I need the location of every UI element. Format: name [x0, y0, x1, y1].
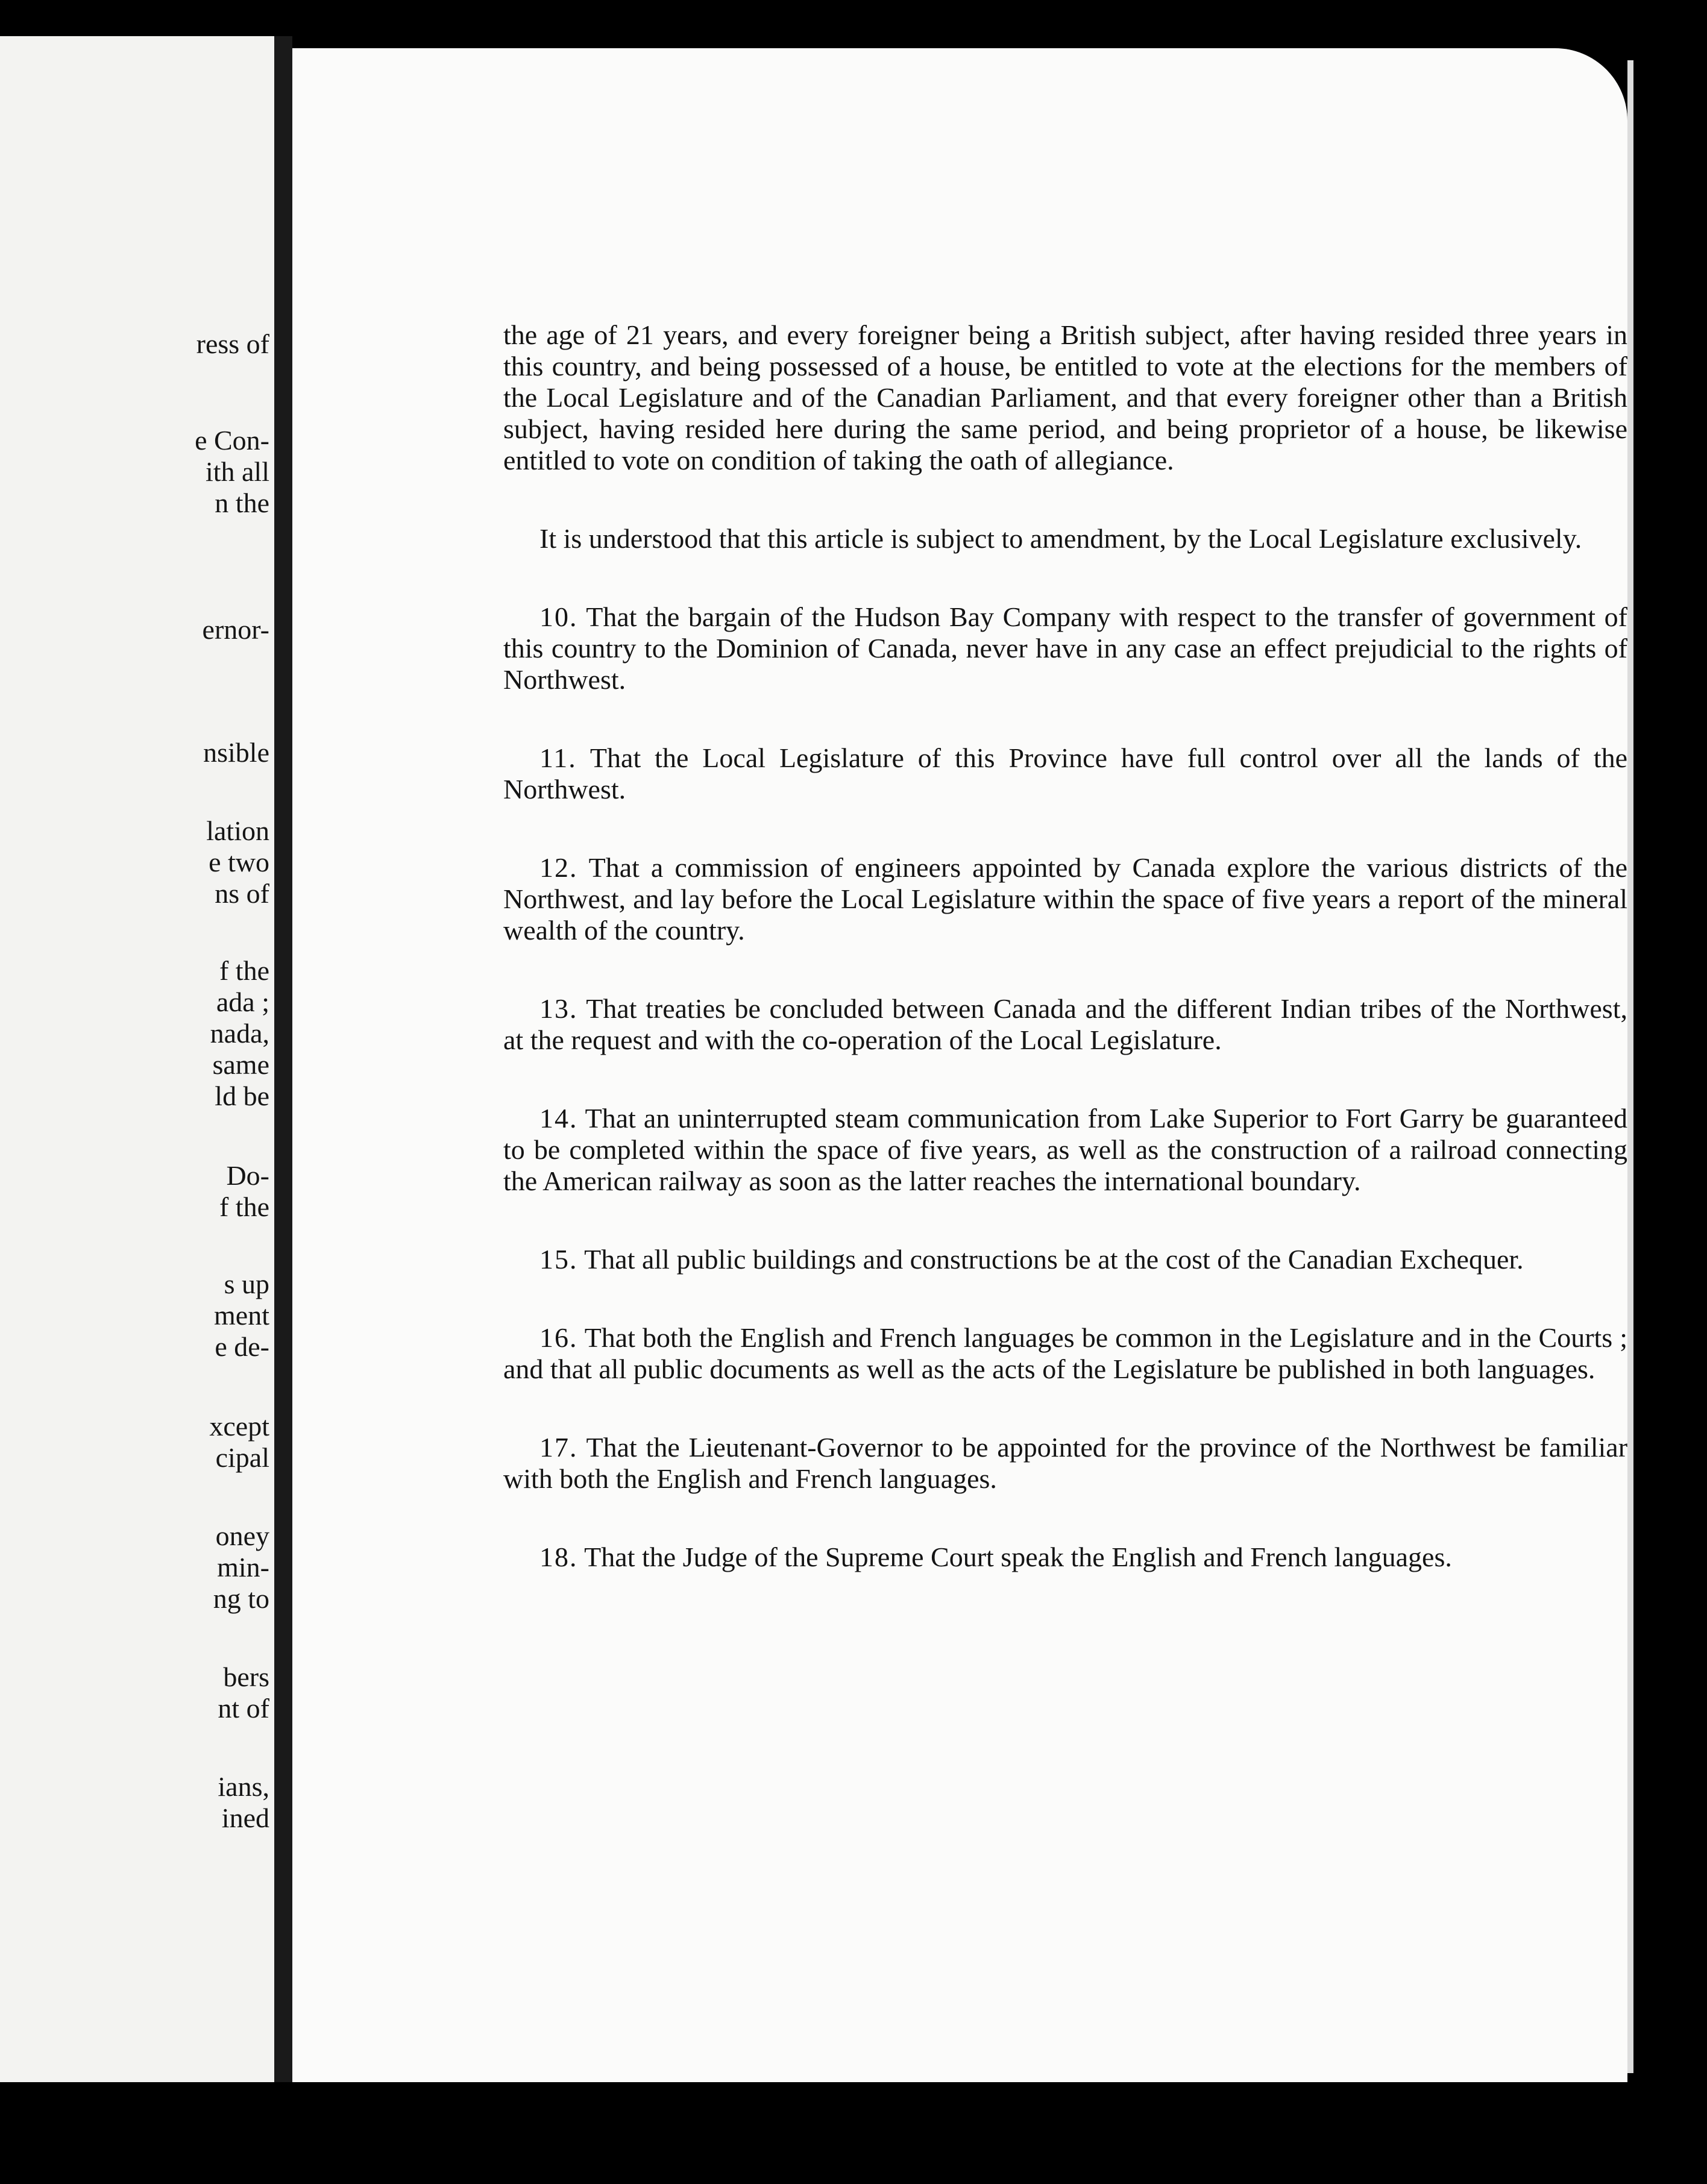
left-page-line-fragment: ined [221, 1803, 269, 1833]
left-page-line-fragment: min- [217, 1552, 269, 1583]
left-page-line-fragment: same [212, 1049, 269, 1080]
article-number: 12. [539, 852, 578, 883]
article-text: That the Local Legislature of this Province have full control over all the lands of the Northwest. [503, 742, 1627, 805]
paragraph-continuation [503, 319, 1627, 476]
article-number: 18. [539, 1542, 578, 1572]
article-number: 17. [539, 1432, 578, 1463]
paragraph-text: It is understood that this article is subject to amendment, by the Local Legislature exclusively. [539, 523, 1582, 554]
left-page-fragment [0, 36, 274, 2082]
left-page-line-fragment: xcept [209, 1411, 269, 1442]
article-13 [503, 993, 1627, 1056]
book-gutter [274, 36, 292, 2082]
article-number: 14. [539, 1103, 578, 1134]
left-page-line-fragment: nt of [218, 1693, 269, 1724]
left-page-line-fragment: ith all [205, 456, 269, 487]
left-page-line-fragment: e Con- [195, 425, 269, 456]
left-page-line-fragment: ians, [218, 1771, 269, 1802]
page-edge [1627, 60, 1633, 2073]
left-page-line-fragment: ng to [213, 1583, 269, 1614]
article-text: That both the English and French languages be common in the Legislature and in the Courts ; and that all public documents as well as the acts of the Legislature be published in both languages. [503, 1322, 1627, 1384]
left-page-line-fragment: oney [215, 1520, 269, 1551]
article-number: 16. [539, 1322, 578, 1353]
left-page-line-fragment: f the [219, 1191, 269, 1222]
left-page-line-fragment: cipal [215, 1442, 269, 1473]
left-page-line-fragment: nsible [203, 737, 269, 768]
left-page-line-fragment: e de- [215, 1331, 269, 1362]
article-number: 10. [539, 601, 578, 632]
left-page-line-fragment: ernor- [202, 614, 269, 645]
article-text: That the Judge of the Supreme Court speak the English and French languages. [584, 1542, 1452, 1572]
left-page-line-fragment: nada, [210, 1018, 269, 1049]
paragraph-text: the age of 21 years, and every foreigner being a British subject, after having resided three years in this country, and being possessed of a house, be entitled to vote at the elections for the members of the Local Legislature and of the Canadian Parliament, and that every foreigner other than a British subject, having resided here during the same period, and being proprietor of a house, be likewise entitled to vote on condition of taking the oath of allegiance. [503, 319, 1627, 475]
article-text: That all public buildings and constructions be at the cost of the Canadian Exchequer. [584, 1244, 1524, 1275]
right-page [292, 48, 1627, 2082]
article-text: That treaties be concluded between Canada and the different Indian tribes of the Northwest, at the request and with the co-operation of the Local Legislature. [503, 993, 1627, 1055]
article-17 [503, 1432, 1627, 1495]
paragraph-note [503, 523, 1627, 554]
article-number: 11. [539, 742, 577, 773]
article-10 [503, 601, 1627, 695]
left-page-line-fragment: n the [215, 488, 269, 518]
article-11 [503, 742, 1627, 805]
article-number: 15. [539, 1244, 578, 1275]
article-text: That the bargain of the Hudson Bay Company with respect to the transfer of government of this country to the Dominion of Canada, never have in any case an effect prejudicial to the rights of Northwest. [503, 601, 1627, 695]
left-page-line-fragment: bers [223, 1662, 269, 1692]
article-text: That the Lieutenant-Governor to be appointed for the province of the Northwest be familiar with both the English and French languages. [503, 1432, 1627, 1494]
article-number: 13. [539, 993, 578, 1024]
left-page-line-fragment: ns of [215, 878, 269, 909]
left-page-line-fragment: s up [224, 1269, 269, 1299]
article-14 [503, 1103, 1627, 1197]
left-page-line-fragment: lation [206, 815, 269, 846]
article-16 [503, 1322, 1627, 1385]
left-page-line-fragment: ld be [215, 1081, 269, 1111]
left-page-line-fragment: ment [214, 1300, 269, 1331]
left-page-line-fragment: f the [219, 955, 269, 986]
left-page-line-fragment: e two [209, 847, 269, 877]
article-15 [503, 1244, 1627, 1275]
article-text: That an uninterrupted steam communication from Lake Superior to Fort Garry be guaranteed to be completed within the space of five years, as well as the construction of a railroad connecting the American railway as soon as the latter reaches the international boundary. [503, 1103, 1627, 1196]
left-page-line-fragment: ada ; [216, 987, 269, 1017]
left-page-line-fragment: Do- [226, 1160, 269, 1191]
left-page-line-fragment: ress of [196, 328, 269, 359]
article-18 [503, 1542, 1627, 1573]
article-text: That a commission of engineers appointed by Canada explore the various districts of the Northwest, and lay before the Local Legislature within the space of five years a report of the mineral wealth of the country. [503, 852, 1627, 946]
page-text [503, 319, 1627, 1620]
article-12 [503, 852, 1627, 946]
